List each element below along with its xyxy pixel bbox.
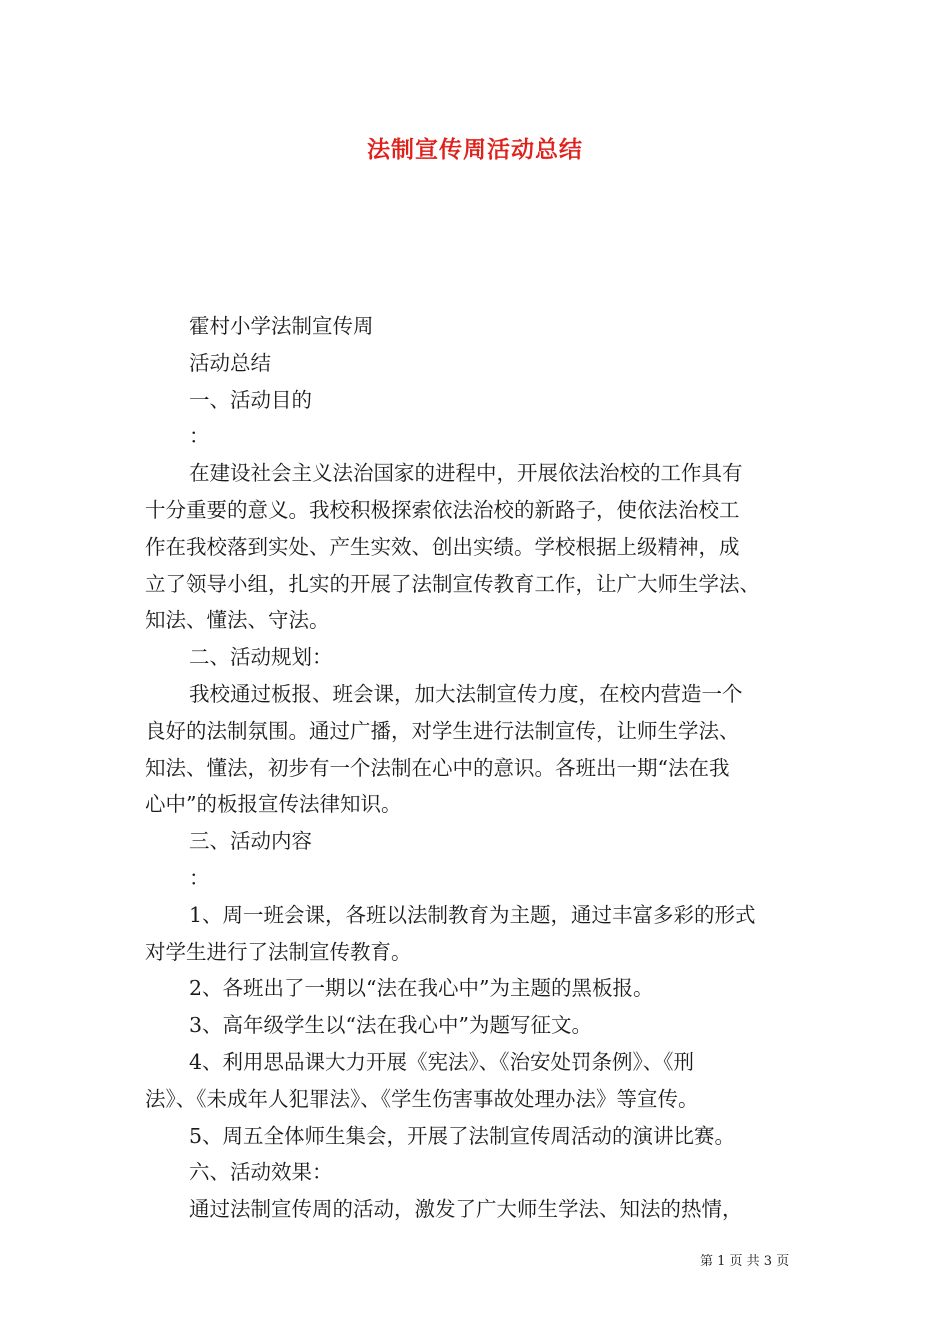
text-line: 法》、《未成年人犯罪法》、《学生伤害事故处理办法》等宣传。 — [145, 1086, 699, 1111]
text-line: 3、高年级学生以“法在我心中”为题写征文。 — [189, 1013, 593, 1038]
text-line: 三、活动内容 — [189, 829, 312, 854]
text-line: 霍村小学法制宣传周 — [189, 314, 374, 338]
text-line: 4、利用思品课大力开展《宪法》、《治安处罚条例》、《刑 — [189, 1049, 695, 1074]
text-line: 一、活动目的 — [189, 387, 312, 412]
text-line: 心中”的板报宣传法律知识。 — [145, 792, 402, 817]
text-line: 十分重要的意义。我校积极探索依法治校的新路子，使依法治校工 — [145, 497, 740, 522]
text-line: 立了领导小组，扎实的开展了法制宣传教育工作，让广大师生学法、 — [145, 571, 760, 596]
text-line: 良好的法制氛围。通过广播，对学生进行法制宣传，让师生学法、 — [145, 718, 740, 743]
text-line: 1、周一班会课，各班以法制教育为主题，通过丰富多彩的形式 — [189, 902, 756, 927]
text-line: 知法、懂法，初步有一个法制在心中的意识。各班出一期“法在我 — [145, 755, 730, 780]
page-number-footer: 第 1 页 共 3 页 — [700, 1254, 790, 1269]
text-line: 我校通过板报、班会课，加大法制宣传力度，在校内营造一个 — [189, 681, 743, 706]
text-line: ： — [189, 865, 210, 890]
text-line: 2、各班出了一期以“法在我心中”为主题的黑板报。 — [189, 976, 654, 1001]
page-title: 法制宣传周活动总结 — [367, 136, 583, 163]
text-line: 二、活动规划： — [189, 645, 333, 670]
text-line: 知法、懂法、守法。 — [145, 608, 330, 633]
document-body — [145, 308, 825, 1228]
text-line: 在建设社会主义法治国家的进程中，开展依法治校的工作具有 — [189, 461, 743, 486]
text-line: 六、活动效果： — [189, 1160, 333, 1185]
text-line: 作在我校落到实处、产生实效、创出实绩。学校根据上级精神，成 — [145, 534, 740, 559]
text-line: 活动总结 — [189, 350, 271, 375]
text-line: ： — [189, 424, 210, 449]
text-line: 对学生进行了法制宣传教育。 — [145, 939, 412, 964]
text-line: 5、周五全体师生集会，开展了法制宣传周活动的演讲比赛。 — [189, 1123, 736, 1148]
text-line: 通过法制宣传周的活动，激发了广大师生学法、知法的热情， — [189, 1197, 743, 1222]
